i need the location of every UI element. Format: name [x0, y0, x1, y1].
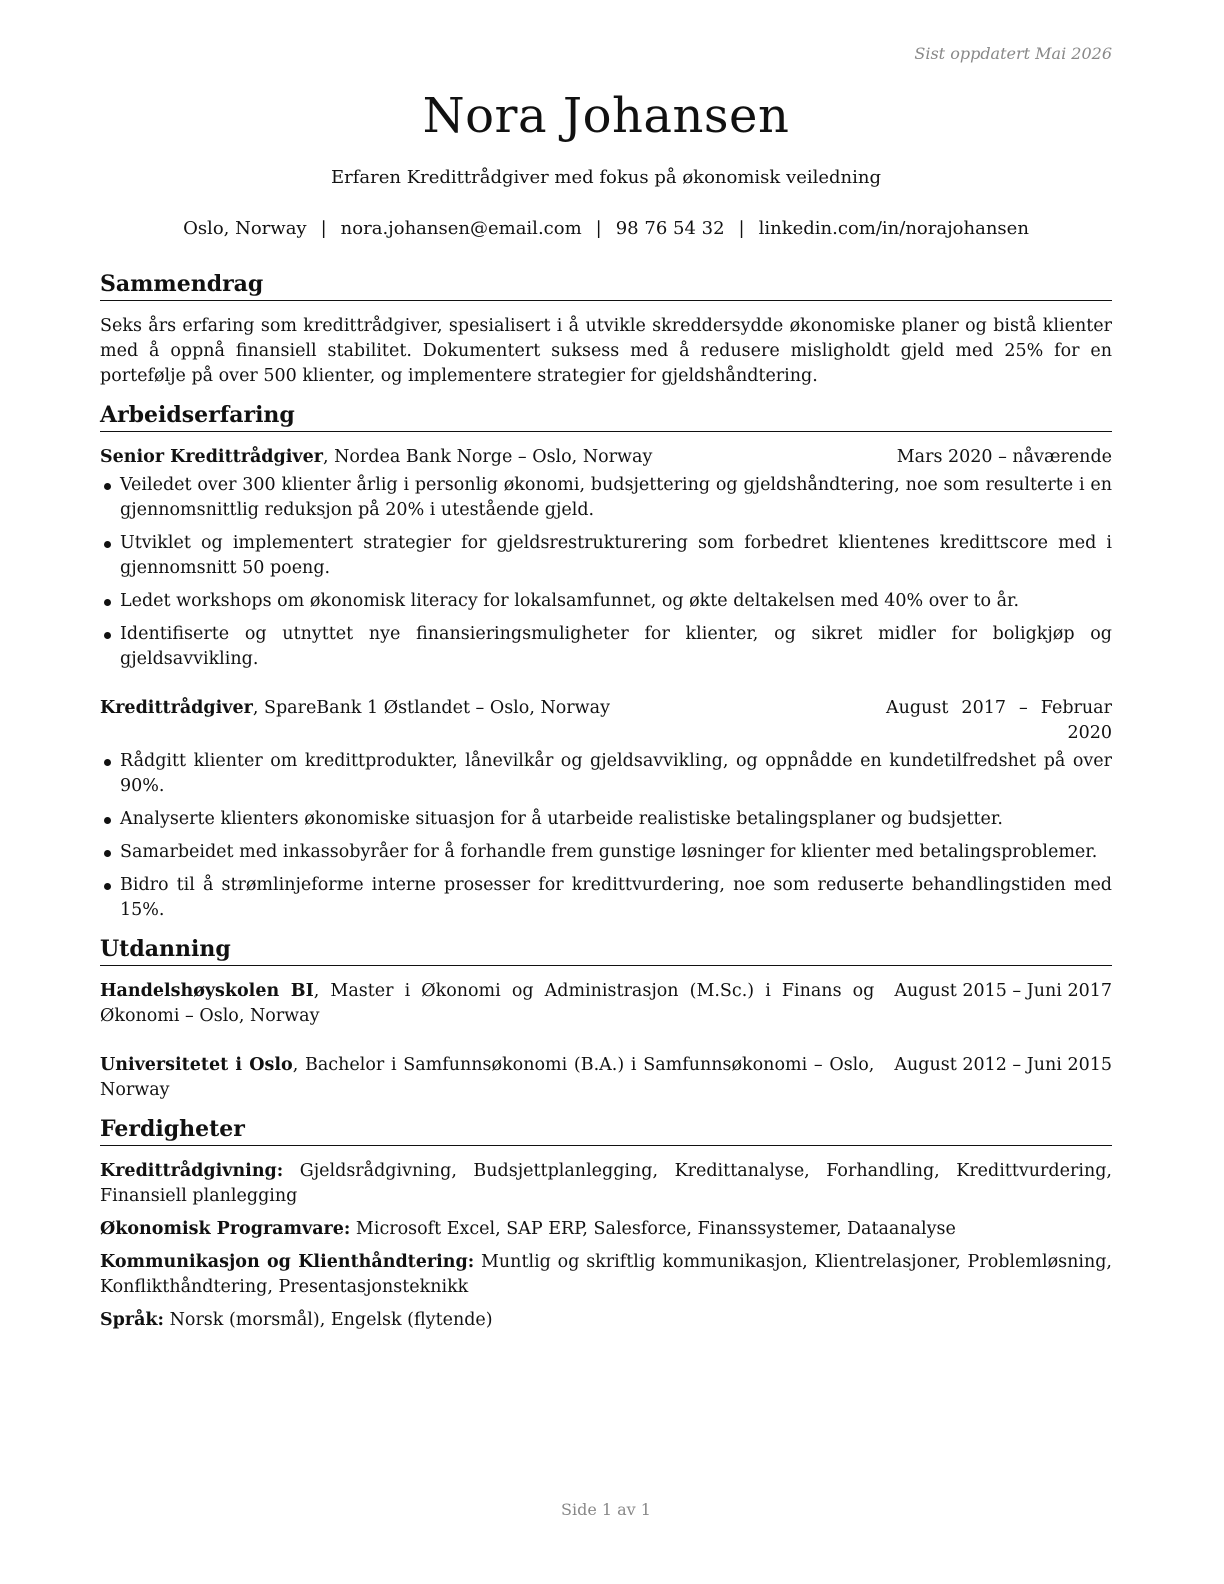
contact-line [100, 218, 1112, 239]
skill-label: Kredittrådgivning: [100, 1161, 284, 1181]
job-bullet: Rådgitt klienter om kredittprodukter, lånevilkår og gjeldsavvikling, og oppnådde en kundetilfredshet på over 90%. [100, 749, 1112, 799]
skill-value: Muntlig og skriftlig kommunikasjon, Klientrelasjoner, Problemløsning, Konflikthåndtering, Presentasjonsteknikk [100, 1252, 1112, 1297]
education-entry [100, 979, 1112, 1029]
candidate-name: Nora Johansen [422, 88, 790, 144]
contact-location: Oslo, Norway [183, 218, 307, 239]
education-entry [100, 1053, 1112, 1103]
job-bullet: Utviklet og implementert strategier for gjeldsrestrukturering som forbedret klientenes kredittscore med i gjennomsnitt 50 poeng. [100, 531, 1112, 581]
experience-heading: Arbeidserfaring [100, 401, 1112, 432]
page-number-footer: Side 1 av 1 [561, 1500, 651, 1519]
skill-value: Gjeldsrådgivning, Budsjettplanlegging, Kredittanalyse, Forhandling, Kredittvurdering, Finansiell planlegging [100, 1161, 1112, 1206]
job-dates: Mars 2020 – nåværende [896, 447, 1112, 467]
skill-line [100, 1159, 1112, 1209]
job-dates: August 2017 – Februar 2020 [886, 698, 1112, 743]
job-employer: , Nordea Bank Norge – Oslo, Norway [322, 447, 653, 467]
experience-section [100, 401, 1112, 923]
job-title: Kredittrådgiver [100, 698, 253, 718]
education-heading: Utdanning [100, 935, 1112, 966]
contact-separator: | [738, 218, 745, 239]
job-bullet: Veiledet over 300 klienter årlig i personlig økonomi, budsjettering og gjeldshåndtering, noe som resulterte i en gjennomsnittlig reduksjon på 20% i utestående gjeld. [100, 473, 1112, 523]
education-degree: , Master i Økonomi og Administrasjon (M.Sc.) i Finans og Økonomi – Oslo, Norway [100, 981, 875, 1026]
job-bullet: Ledet workshops om økonomisk literacy for lokalsamfunnet, og økte deltakelsen med 40% over to år. [100, 589, 1112, 614]
skills-section [100, 1115, 1112, 1333]
job-employer: , SpareBank 1 Østlandet – Oslo, Norway [252, 698, 610, 718]
job-title: Senior Kredittrådgiver [100, 447, 323, 467]
contact-separator: | [320, 218, 327, 239]
job-bullets [100, 473, 1112, 672]
job-title-line [100, 445, 877, 470]
education-dates: August 2015 – Juni 2017 [894, 981, 1112, 1001]
resume-page [100, 0, 1112, 1584]
skills-heading: Ferdigheter [100, 1115, 1112, 1146]
resume-body [100, 270, 1112, 1345]
education-section [100, 935, 1112, 1103]
job-header [100, 696, 1112, 746]
skill-value: Norsk (morsmål), Engelsk (flytende) [164, 1310, 493, 1330]
skill-label: Kommunikasjon og Klienthåndtering: [100, 1252, 475, 1272]
contact-email[interactable]: nora.johansen@email.com [340, 218, 582, 239]
skill-value: Microsoft Excel, SAP ERP, Salesforce, Finanssystemer, Dataanalyse [350, 1219, 956, 1239]
candidate-tagline: Erfaren Kredittrådgiver med fokus på økonomisk veiledning [330, 167, 882, 188]
summary-section [100, 270, 1112, 389]
summary-heading: Sammendrag [100, 270, 1112, 301]
contact-phone: 98 76 54 32 [615, 218, 725, 239]
education-details [100, 979, 874, 1029]
job-entry [100, 445, 1112, 672]
education-dates: August 2012 – Juni 2015 [894, 1055, 1112, 1075]
job-bullets [100, 749, 1112, 923]
summary-text: Seks års erfaring som kredittrådgiver, spesialisert i å utvikle skreddersydde økonomiske planer og bistå klienter med å oppnå finansiell stabilitet. Dokumentert suksess med å redusere misligholdt gjeld med 25% for en portefølje på over 500 klienter, og implementere strategier for gjeldshåndtering. [100, 316, 1112, 386]
skill-line [100, 1308, 1112, 1333]
job-entry [100, 696, 1112, 923]
skill-line [100, 1217, 1112, 1242]
job-header [100, 445, 1112, 470]
education-details [100, 1053, 874, 1103]
job-bullet: Identifiserte og utnyttet nye finansieringsmuligheter for klienter, og sikret midler for boligkjøp og gjeldsavvikling. [100, 622, 1112, 672]
job-title-line [100, 696, 866, 721]
skill-label: Språk: [100, 1310, 165, 1330]
job-bullet: Analyserte klienters økonomiske situasjon for å utarbeide realistiske betalingsplaner og budsjetter. [100, 807, 1112, 832]
last-updated-note: Sist oppdatert Mai 2026 [914, 44, 1112, 63]
contact-separator: | [595, 218, 602, 239]
job-bullet: Samarbeidet med inkassobyråer for å forhandle frem gunstige løsninger for klienter med betalingsproblemer. [100, 840, 1112, 865]
job-bullet: Bidro til å strømlinjeforme interne prosesser for kredittvurdering, noe som reduserte behandlingstiden med 15%. [100, 873, 1112, 923]
education-school: Universitetet i Oslo [100, 1055, 293, 1075]
education-degree: , Bachelor i Samfunnsøkonomi (B.A.) i Samfunnsøkonomi – Oslo, Norway [100, 1055, 875, 1100]
skill-label: Økonomisk Programvare: [100, 1219, 351, 1239]
skill-line [100, 1250, 1112, 1300]
contact-linkedin[interactable]: linkedin.com/in/norajohansen [758, 218, 1029, 239]
education-school: Handelshøyskolen BI [100, 981, 314, 1001]
